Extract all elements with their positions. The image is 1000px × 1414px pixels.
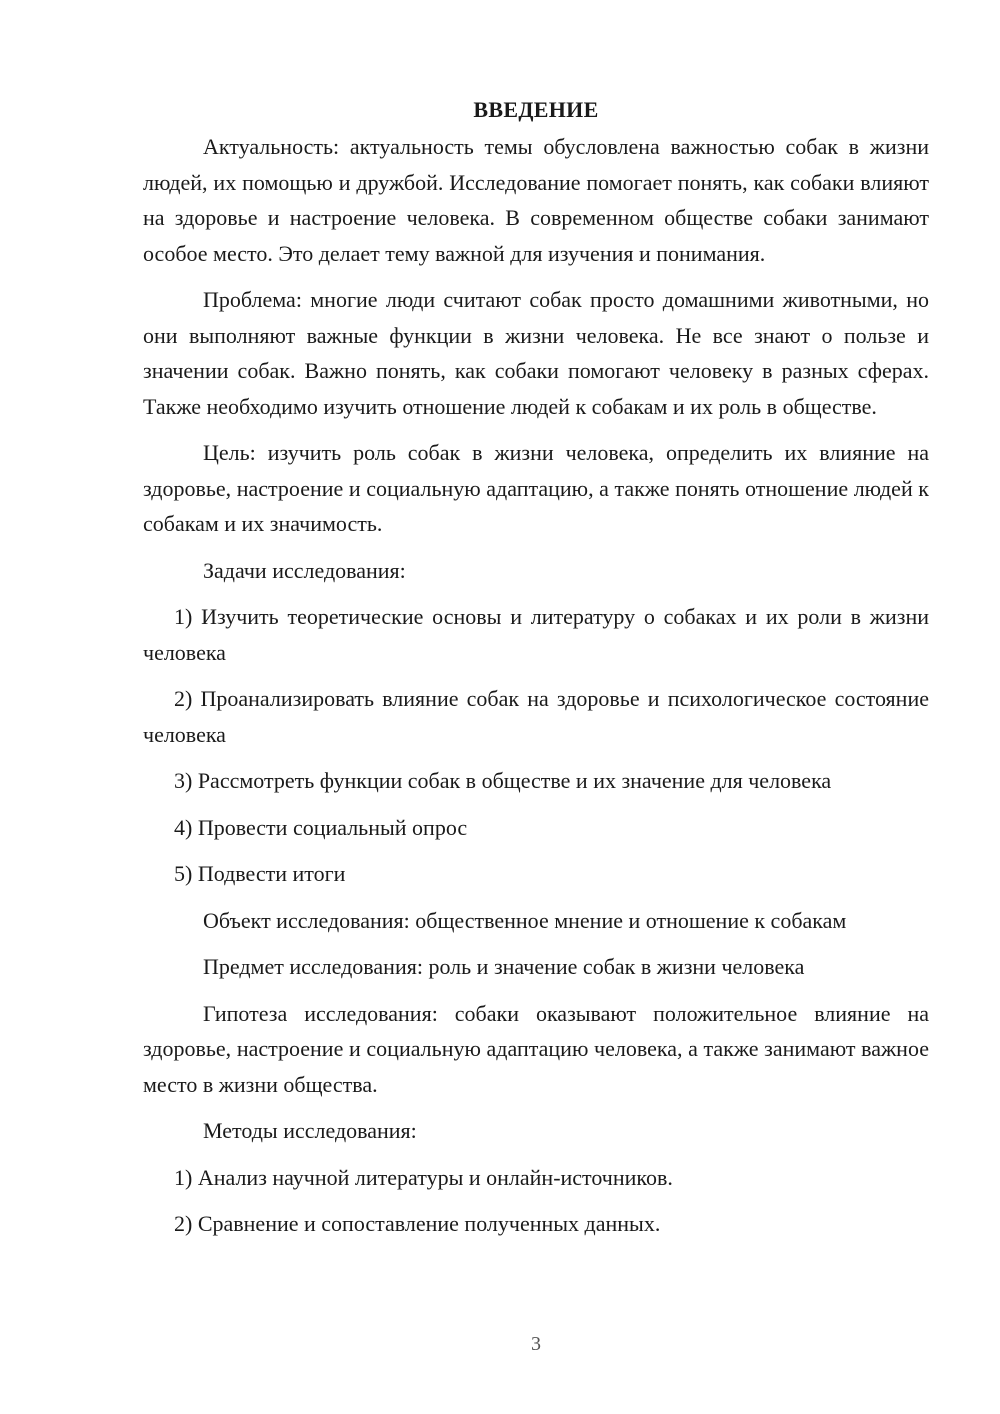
task-item-3: 3) Рассмотреть функции собак в обществе и их значение для человека xyxy=(174,768,832,793)
hypothesis-paragraph: Гипотеза исследования: собаки оказывают положительное влияние на здоровье, настроение и социальную адаптацию человека, а также занимают важное место в жизни общества. xyxy=(143,1000,929,1097)
goal-paragraph: Цель: изучить роль собак в жизни человека, определить их влияние на здоровье, настроение и социальную адаптацию, а также понять отношение людей к собакам и их значимость. xyxy=(143,440,929,536)
page-number: 3 xyxy=(531,1333,541,1355)
section-title: ВВЕДЕНИЕ xyxy=(473,97,599,122)
methods-heading: Методы исследования: xyxy=(203,1118,417,1143)
task-item-4: 4) Провести социальный опрос xyxy=(174,814,468,840)
task-item-1: 1) Изучить теоретические основы и литературу о собаках и их роли в жизни человека xyxy=(143,604,929,665)
document-page xyxy=(143,92,929,1253)
problem-paragraph: Проблема: многие люди считают собак просто домашними животными, но они выполняют важные функции в жизни человека. Не все знают о пользе и значении собак. Важно понять, как собаки помогают человеку в разных сферах. Также необходимо изучить отношение людей к собакам и их роль в обществе. xyxy=(143,287,929,419)
method-item-2: 2) Сравнение и сопоставление полученных данных. xyxy=(174,1211,661,1236)
object-paragraph: Объект исследования: общественное мнение и отношение к собакам xyxy=(203,907,847,933)
relevance-paragraph: Актуальность: актуальность темы обусловлена важностью собак в жизни людей, их помощью и дружбой. Исследование помогает понять, как собаки влияют на здоровье и настроение человека. В современном обществе собаки занимают особое место. Это делает тему важной для изучения и понимания. xyxy=(143,134,929,266)
task-item-5: 5) Подвести итоги xyxy=(174,861,346,886)
method-item-1: 1) Анализ научной литературы и онлайн-источников. xyxy=(174,1164,673,1190)
tasks-heading: Задачи исследования: xyxy=(203,557,406,583)
task-item-2: 2) Проанализировать влияние собак на здоровье и психологическое состояние человека xyxy=(143,686,929,747)
subject-paragraph: Предмет исследования: роль и значение собак в жизни человека xyxy=(203,954,805,979)
